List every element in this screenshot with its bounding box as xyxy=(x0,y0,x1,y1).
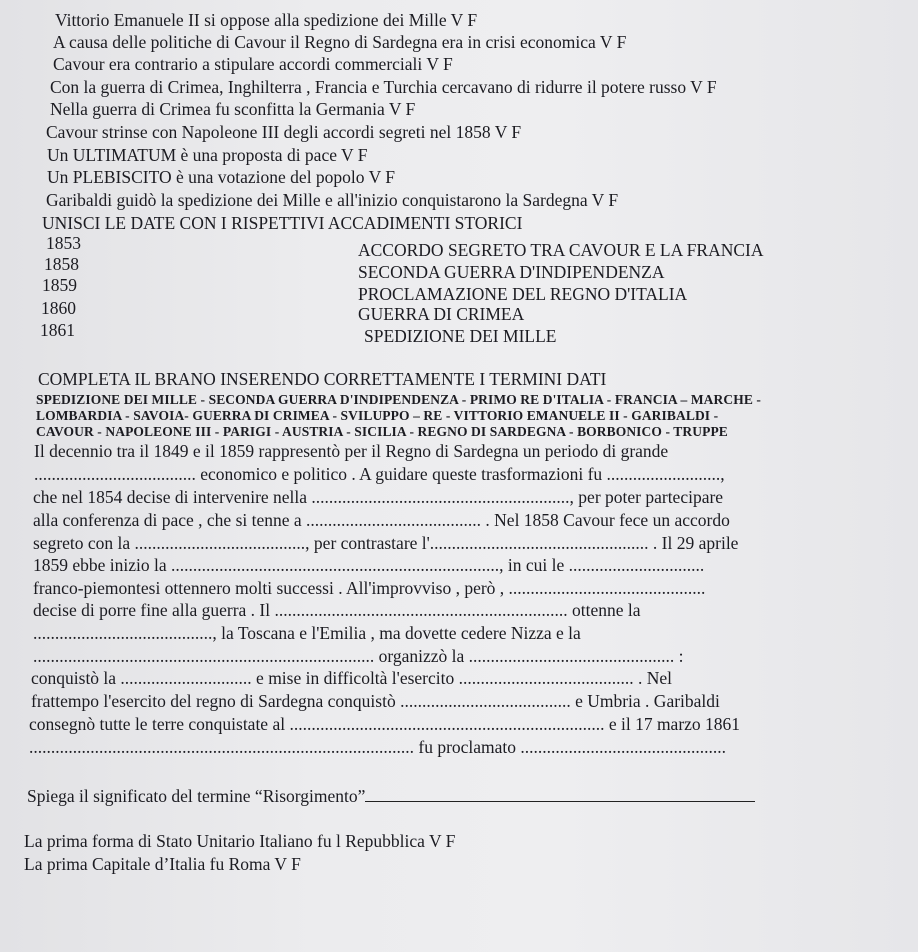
cloze-terms: LOMBARDIA - SAVOIA- GUERRA DI CRIMEA - SVILUPPO – RE - VITTORIO EMANUELE II - GARIBALDI - xyxy=(36,408,719,423)
final-true-false-item: La prima Capitale d’Italia fu Roma V F xyxy=(24,854,301,874)
answer-blank xyxy=(365,785,755,802)
cloze-line: ........................................., la Toscana e l'Emilia , ma dovette cedere Nizza e la xyxy=(33,623,581,643)
match-date: 1859 xyxy=(42,275,77,295)
cloze-line: .............................................................................. organizzò la ............................................... : xyxy=(33,646,684,666)
cloze-line: Il decennio tra il 1849 e il 1859 rappresentò per il Regno di Sardegna un periodo di grande xyxy=(34,441,669,461)
true-false-item: Un ULTIMATUM è una proposta di pace V F xyxy=(47,145,368,165)
true-false-item: Nella guerra di Crimea fu sconfitta la Germania V F xyxy=(50,99,416,119)
cloze-line: decise di porre fine alla guerra . Il ................................................................... ottenne la xyxy=(33,600,641,620)
cloze-line: franco-piemontesi ottennero molti successi . All'improvviso , però , ............................................. xyxy=(33,578,706,598)
cloze-line: 1859 ebbe inizio la ..........................................................................., in cui le ............................... xyxy=(33,555,705,575)
cloze-line: conquistò la .............................. e mise in difficoltà l'esercito ........................................ . Nel xyxy=(31,668,673,688)
cloze-terms: CAVOUR - NAPOLEONE III - PARIGI - AUSTRIA - SICILIA - REGNO DI SARDEGNA - BORBONICO - TRUPPE xyxy=(36,424,728,439)
cloze-line: frattempo l'esercito del regno di Sardegna conquistò ....................................... e Umbria . Garibaldi xyxy=(31,691,720,711)
match-date: 1853 xyxy=(46,233,81,253)
cloze-title: COMPLETA IL BRANO INSERENDO CORRETTAMENTE I TERMINI DATI xyxy=(38,369,607,389)
cloze-line: segreto con la ......................................., per contrastare l'.................................................. . Il 29 aprile xyxy=(33,533,739,553)
match-date: 1860 xyxy=(41,298,76,318)
cloze-line: consegnò tutte le terre conquistate al ........................................................................ e il 17 marzo 1861 xyxy=(29,714,741,734)
open-question xyxy=(27,785,755,806)
true-false-item: Cavour strinse con Napoleone III degli accordi segreti nel 1858 V F xyxy=(46,122,522,142)
true-false-item: Con la guerra di Crimea, Inghilterra , Francia e Turchia cercavano di ridurre il potere russo V F xyxy=(50,77,717,97)
match-event: SECONDA GUERRA D'INDIPENDENZA xyxy=(358,262,665,282)
cloze-line: alla conferenza di pace , che si tenne a ........................................ . Nel 1858 Cavour fece un accordo xyxy=(33,510,730,530)
true-false-item: A causa delle politiche di Cavour il Regno di Sardegna era in crisi economica V F xyxy=(53,32,627,52)
true-false-item: Vittorio Emanuele II si oppose alla spedizione dei Mille V F xyxy=(55,10,478,30)
open-question-label: Spiega il significato del termine “Risorgimento” xyxy=(27,786,366,806)
cloze-line: ..................................... economico e politico . A guidare queste trasformazioni fu .........................., xyxy=(34,464,725,484)
match-date: 1861 xyxy=(40,320,75,340)
cloze-line: ........................................................................................ fu proclamato ............................................... xyxy=(29,737,727,757)
match-event: PROCLAMAZIONE DEL REGNO D'ITALIA xyxy=(358,284,688,304)
true-false-item: Un PLEBISCITO è una votazione del popolo V F xyxy=(47,167,396,187)
cloze-line: che nel 1854 decise di intervenire nella ..........................................................., per poter partecipare xyxy=(33,487,724,507)
match-date: 1858 xyxy=(44,254,79,274)
cloze-terms: SPEDIZIONE DEI MILLE - SECONDA GUERRA D'INDIPENDENZA - PRIMO RE D'ITALIA - FRANCIA – MARCHE - xyxy=(36,392,761,407)
true-false-item: Cavour era contrario a stipulare accordi commerciali V F xyxy=(53,54,453,74)
true-false-item: Garibaldi guidò la spedizione dei Mille e all'inizio conquistarono la Sardegna V F xyxy=(46,190,619,210)
match-event: ACCORDO SEGRETO TRA CAVOUR E LA FRANCIA xyxy=(358,240,764,260)
match-event: SPEDIZIONE DEI MILLE xyxy=(364,326,557,346)
match-event: GUERRA DI CRIMEA xyxy=(358,304,525,324)
final-true-false-item: La prima forma di Stato Unitario Italiano fu l Repubblica V F xyxy=(24,831,456,851)
matching-title: UNISCI LE DATE CON I RISPETTIVI ACCADIMENTI STORICI xyxy=(42,213,523,233)
